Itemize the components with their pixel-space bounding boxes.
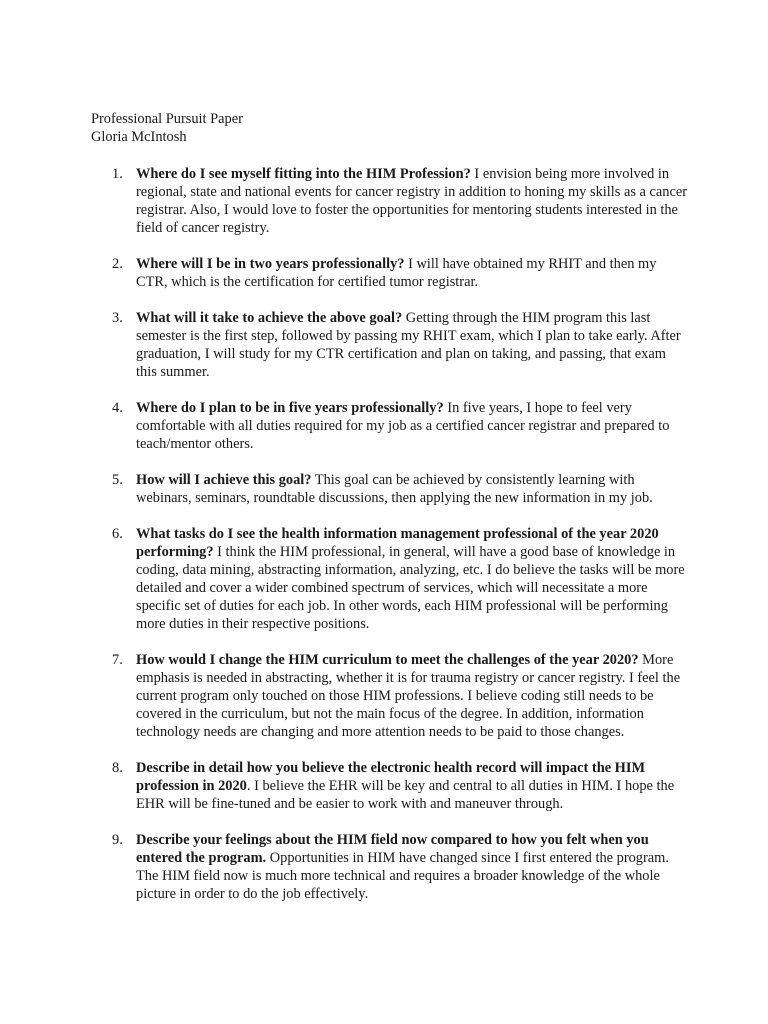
item-number: 6. bbox=[112, 526, 123, 542]
item-question: Where do I plan to be in five years professionally? bbox=[136, 400, 444, 416]
item-answer: In five years, I hope to feel very comfortable with all duties required for my job as a certified cancer registrar and prepared to teach/mentor others. bbox=[136, 400, 670, 452]
item-number: 3. bbox=[112, 310, 123, 326]
list-item bbox=[0, 759, 768, 813]
item-answer: . I believe the EHR will be key and central to all duties in HIM. I hope the EHR will be fine-tuned and be easier to work with and maneuver through. bbox=[136, 778, 675, 812]
item-question: What tasks do I see the health information management professional of the year 2020 performing? bbox=[136, 526, 659, 560]
item-answer: Opportunities in HIM have changed since I first entered the program. The HIM field now is much more technical and requires a broader knowledge of the whole picture in order to do the job effectively. bbox=[136, 850, 669, 902]
item-answer: I think the HIM professional, in general, will have a good base of knowledge in coding, data mining, abstracting information, analyzing, etc. I do believe the tasks will be more detailed and cover a wider combined spectrum of services, which will necessitate a more specific set of duties for each job. In other words, each HIM professional will be performing more duties in their respective positions. bbox=[136, 544, 685, 632]
list-item bbox=[0, 255, 768, 291]
list-item bbox=[0, 525, 768, 633]
item-question: Describe in detail how you believe the electronic health record will impact the HIM profession in 2020 bbox=[136, 760, 646, 794]
item-answer: More emphasis is needed in abstracting, whether it is for trauma registry or cancer registry. I feel the current program only touched on those HIM professions. I believe coding still needs to be covered in the curriculum, but not the main focus of the degree. In addition, information technology needs are changing and more attention needs to be paid to those changes. bbox=[136, 652, 681, 740]
list-item bbox=[0, 651, 768, 741]
document-header bbox=[91, 110, 691, 146]
item-number: 7. bbox=[112, 652, 123, 668]
item-number: 2. bbox=[112, 256, 123, 272]
document-title: Professional Pursuit Paper bbox=[91, 111, 243, 127]
item-answer: I will have obtained my RHIT and then my CTR, which is the certification for certified tumor registrar. bbox=[136, 256, 657, 290]
list-item bbox=[0, 165, 768, 237]
item-question: How will I achieve this goal? bbox=[136, 472, 312, 488]
item-number: 5. bbox=[112, 472, 123, 488]
item-question: What will it take to achieve the above goal? bbox=[136, 310, 403, 326]
list-item bbox=[0, 309, 768, 381]
list-item bbox=[0, 471, 768, 507]
question-list bbox=[0, 165, 768, 921]
author-name: Gloria McIntosh bbox=[91, 129, 187, 145]
item-question: Describe your feelings about the HIM field now compared to how you felt when you entered the program. bbox=[136, 832, 649, 866]
item-answer: This goal can be achieved by consistently learning with webinars, seminars, roundtable discussions, then applying the new information in my job. bbox=[136, 472, 653, 506]
item-number: 1. bbox=[112, 166, 123, 182]
item-question: Where do I see myself fitting into the HIM Profession? bbox=[136, 166, 471, 182]
item-question: Where will I be in two years professionally? bbox=[136, 256, 405, 272]
list-item bbox=[0, 831, 768, 903]
item-number: 4. bbox=[112, 400, 123, 416]
item-number: 9. bbox=[112, 832, 123, 848]
item-number: 8. bbox=[112, 760, 123, 776]
list-item bbox=[0, 399, 768, 453]
item-question: How would I change the HIM curriculum to meet the challenges of the year 2020? bbox=[136, 652, 639, 668]
item-answer: Getting through the HIM program this last semester is the first step, followed by passing my RHIT exam, which I plan to take early. After graduation, I will study for my CTR certification and plan on taking, and passing, that exam this summer. bbox=[136, 310, 681, 380]
item-answer: I envision being more involved in regional, state and national events for cancer registry in addition to honing my skills as a cancer registrar. Also, I would love to foster the opportunities for mentoring students interested in the field of cancer registry. bbox=[136, 166, 688, 236]
